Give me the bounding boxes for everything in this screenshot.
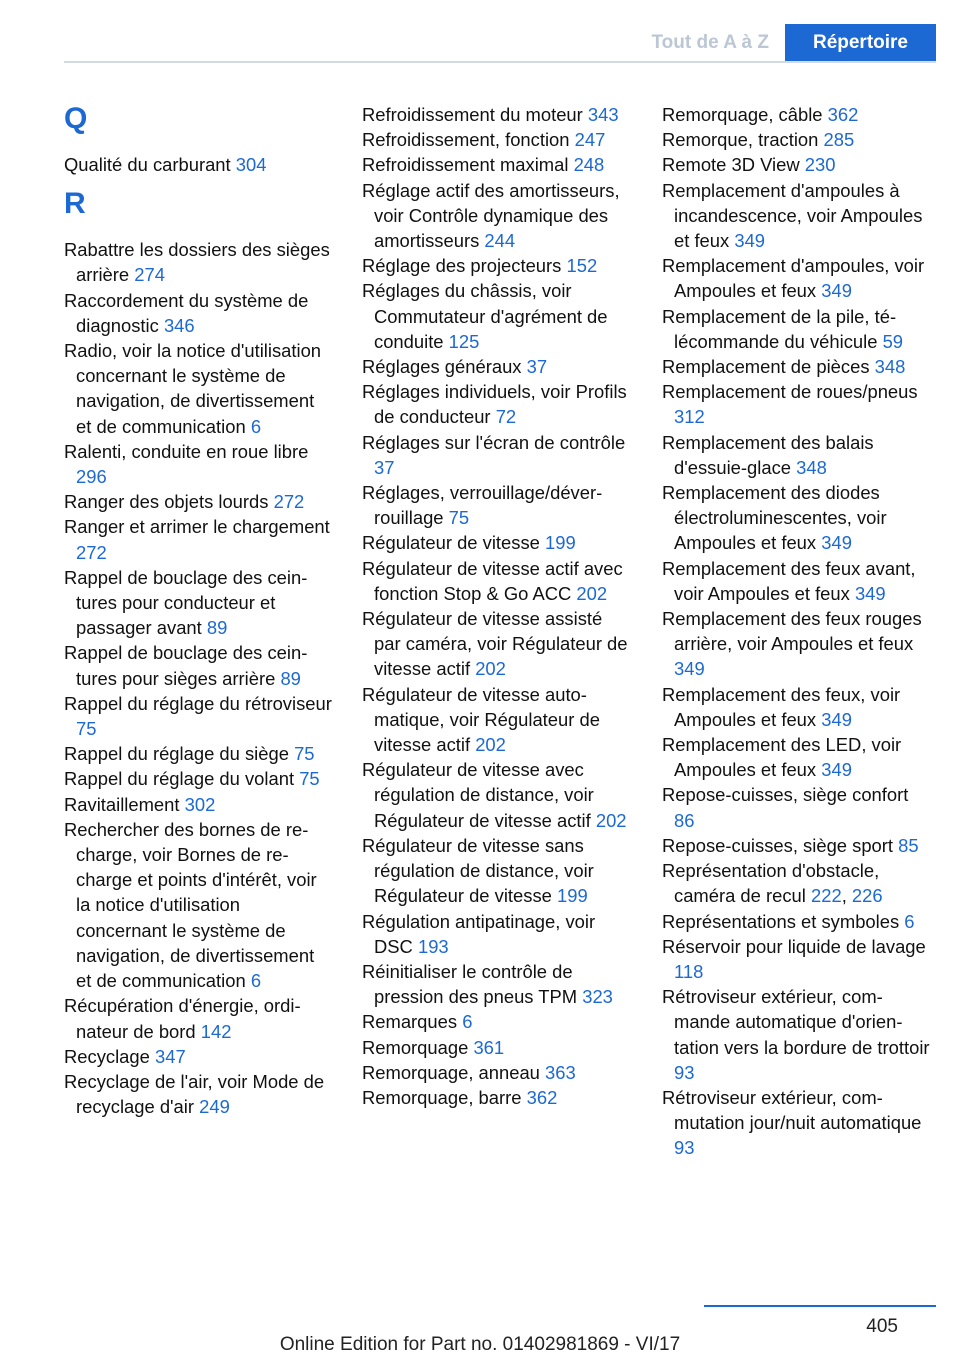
page-reference-link[interactable]: 312 [674,406,705,428]
edition-footer: Online Edition for Part no. 01402981869 - VI/17 [279,1334,681,1355]
index-entry [64,1069,334,1119]
index-entry-text: Remorquage [362,1036,469,1058]
page-reference-link[interactable]: 202 [595,809,627,831]
index-entry [362,1035,632,1060]
index-entry [662,102,932,127]
index-entry-text: Ravitaillement [64,793,180,815]
index-entry-text: Réglages sur l'écran de contrôle [362,431,626,453]
index-entry-text: Radio, voir la notice d'utilisation concernant le système de navigation, de divertissement et de communication [64,340,322,437]
page-reference-link[interactable]: 75 [76,718,97,740]
index-entry-text: Réglages individuels, voir Profils de conducteur [362,381,627,428]
index-entry-text: Régulateur de vitesse automatique, voir Régulateur de vitesse actif [362,683,600,756]
page-reference-link[interactable]: 37 [526,356,548,378]
page-reference-link[interactable]: 274 [134,264,165,286]
tab-tout-de-a-a-z[interactable]: Tout de A à Z [635,24,785,62]
index-entry-text: Remorquage, anneau [362,1061,540,1083]
index-entry [662,480,932,556]
index-entry [362,430,632,480]
index-entry [662,304,932,354]
page-reference-link[interactable]: 193 [417,935,449,957]
index-entry [64,514,334,564]
page-reference-link[interactable]: 323 [582,986,613,1008]
page-reference-link[interactable]: 285 [823,129,855,151]
index-entry-text: Régulation antipatinage, voir DSC [362,910,596,957]
index-entry [662,833,932,858]
index-entry-text: Réinitialiser le contrôle de pression des pneus TPM [362,960,578,1008]
page-reference-link[interactable]: 348 [796,456,827,478]
page-reference-link[interactable]: 37 [374,456,395,478]
index-entry-text: Rappel de bouclage des ceintures pour sièges arrière [64,642,308,689]
index-entry-text: Régulateur de vitesse avec régulation de distance, voir Régulateur de vitesse actif [362,759,594,831]
index-entry-text: Remplacement des balais d'essuie-glace [662,431,874,478]
page-reference-link[interactable]: 272 [76,541,107,563]
index-entry [64,152,334,177]
index-entry [64,691,334,741]
page-reference-link[interactable]: 202 [475,734,506,756]
index-entry-text: Remarques [362,1011,458,1033]
page-reference-link[interactable]: 296 [76,466,107,488]
index-entry-text: Remorquage, câble [662,104,823,125]
index-column-1 [64,102,334,1119]
index-entry-text: Refroidissement, fonction [362,129,570,151]
page-reference-link[interactable]: 142 [200,1020,232,1042]
page-reference-link[interactable]: 199 [557,885,588,907]
index-entry [362,480,632,530]
page-reference-link[interactable]: 346 [163,314,195,336]
page-reference-link[interactable]: 72 [495,406,517,428]
section-letter: Q [64,102,88,135]
section-letter: R [64,187,86,221]
index-entry-text: Remplacement des feux, voir Ampoules et feux [662,683,901,730]
page-reference-link[interactable]: 248 [573,154,605,176]
index-entry [662,253,932,303]
index-entry [662,732,932,782]
index-entry-text: Rétroviseur extérieur, commutation jour/nuit automatique [662,1086,922,1134]
index-entry [362,556,632,606]
page-reference-link[interactable]: 6 [250,970,262,992]
index-entry-text: Refroidissement maximal [362,154,569,176]
index-entry-text: Remplacement d'ampoules à incandescence, voir Ampoules et feux [662,179,923,252]
index-entry-text: Représentations et symboles [662,910,900,932]
index-entry-text: Remplacement de roues/pneus [662,381,918,403]
index-entry-text: Remplacement des feux avant, voir Ampoules et feux [662,557,916,604]
page-reference-link[interactable]: 349 [674,658,705,680]
page-reference-link[interactable]: 199 [545,532,576,554]
page-reference-link[interactable]: 75 [448,507,470,529]
index-entry [362,757,632,833]
page-reference-link[interactable]: 226 [851,885,883,907]
page-reference-link[interactable]: 363 [545,1061,576,1083]
page-reference-link[interactable]: 349 [821,759,852,781]
index-entry [662,682,932,732]
index-entry-text: Remplacement des feux rouges arrière, voir Ampoules et feux [662,608,922,655]
page-reference-link[interactable]: 202 [576,582,608,604]
tab-repertoire[interactable]: Répertoire [785,24,936,62]
index-entry [64,792,334,817]
index-entry-text: Remplacement des LED, voir Ampoules et feux [662,734,902,781]
header-divider [64,61,936,63]
page-reference-link[interactable]: 118 [674,960,704,982]
page-reference-link[interactable]: 6 [904,910,915,932]
page-reference-link[interactable]: 362 [827,104,859,125]
index-entry-text: Recyclage [64,1045,150,1067]
index-entry: Représentation d'obstacle, caméra de recul 222, 226 [662,860,883,907]
index-entry [362,178,632,254]
index-entry [662,556,932,606]
index-entry-text: Raccordement du système de diagnostic [64,289,309,336]
index-entry [362,379,632,429]
index-entry-text: Réglage actif des amortisseurs, voir Contrôle dynamique des amortisseurs [362,179,620,252]
index-entry-text: Réglages, verrouillage/déverrouillage [362,482,603,529]
page-reference-link[interactable]: 93 [674,1137,695,1159]
index-entry [362,102,632,127]
index-entry [362,354,632,379]
index-entry-text: Ralenti, conduite en roue libre [64,440,309,462]
index-entry [662,430,932,480]
index-entry [662,782,932,832]
page-reference-link[interactable]: 86 [674,809,695,831]
page-reference-link[interactable]: 75 [299,768,320,790]
page-reference-link[interactable]: 343 [587,104,619,125]
page-reference-link[interactable]: 244 [484,230,516,252]
index-entry-text: Régulateur de vitesse actif avec fonction Stop & Go ACC [362,557,623,604]
index-entry-text: Remplacement des diodes électroluminescentes, voir Ampoules et feux [662,482,887,554]
page-reference-link[interactable]: 347 [155,1045,186,1067]
index-entry [362,1009,632,1034]
index-entry-text: Réglages du châssis, voir Commutateur d'agrément de conduite [362,280,608,352]
index-entry [64,237,334,287]
index-entry [64,439,334,489]
index-entry [362,606,632,682]
index-entry [662,984,932,1085]
index-entry [64,766,334,791]
index-entry [662,127,932,152]
index-entry [362,1060,632,1085]
index-entry [362,1085,632,1110]
index-entry [662,606,932,682]
index-entry [64,640,334,690]
header-tabs [635,24,936,62]
page-reference-link[interactable]: 349 [821,532,852,554]
index-entry [362,127,632,152]
page-reference-link[interactable]: 349 [734,230,766,252]
index-entry-text: Régulateur de vitesse [362,532,540,554]
index-entry-text: Réservoir pour liquide de lavage [662,935,926,957]
page-reference-link[interactable]: 89 [280,667,301,689]
index-entry-text: Remorque, traction [662,129,819,151]
page-reference-link[interactable]: 222 [811,885,842,907]
index-entry-text: Réglages généraux [362,356,522,378]
index-entry [64,288,334,338]
page-reference-link[interactable]: 59 [882,330,904,352]
page-reference-link[interactable]: 230 [804,154,836,176]
index-entry-text: Rechercher des bornes de recharge, voir Bornes de recharge et points d'intérêt, voir la notice d'utilisation concernant le système de navigation, de divertissement et de communication [64,818,317,992]
index-entry-text: Rappel du réglage du rétroviseur [64,692,332,714]
index-entry-text: Récupération d'énergie, ordinateur de bord [64,995,301,1042]
index-entry [362,253,632,278]
index-entry-text: Remorquage, barre [362,1086,522,1108]
page-reference-link[interactable]: 247 [574,129,606,151]
index-column-2 [362,102,632,1110]
index-entry [64,1044,334,1069]
index-entry-text: Remplacement de la pile, télécommande du véhicule [662,305,897,352]
index-entry [362,530,632,555]
index-entry-text: Remote 3D View [662,154,800,176]
index-entry [662,1085,932,1161]
page-reference-link[interactable]: 125 [448,330,480,352]
index-entry [64,817,334,993]
page-reference-link[interactable]: 361 [473,1036,505,1058]
index-entry-text: Refroidissement du moteur [362,104,583,125]
index-entry-text: Rabattre les dossiers des sièges arrière [64,239,330,286]
page-reference-link[interactable]: 349 [854,582,886,604]
index-entry-text: Représentation d'obstacle, caméra de recul [662,860,880,907]
footer-rule [704,1305,936,1307]
index-entry-text: Régulateur de vitesse sans régulation de distance, voir Régulateur de vitesse [362,834,594,907]
index-column-3 [662,102,932,1161]
page-reference-link[interactable]: 302 [184,793,216,815]
index-entry [362,833,632,909]
page-reference-link[interactable]: 6 [250,415,262,437]
index-entry-text: Rétroviseur extérieur, commande automatique d'orientation vers la bordure de trottoir [662,986,930,1058]
page-reference-link[interactable]: 6 [462,1011,473,1033]
index-entry-text: Rappel de bouclage des ceintures pour conducteur et passager avant [64,566,308,639]
page-reference-link[interactable]: 362 [526,1086,558,1108]
page-reference-link[interactable]: 349 [821,708,852,730]
index-entry-text: Régulateur de vitesse assisté par caméra, voir Régulateur de vitesse actif [362,608,628,680]
index-entry-text: Ranger et arrimer le chargement [64,516,330,538]
page-number: 405 [866,1316,898,1337]
page-reference-link[interactable]: 349 [821,280,852,302]
index-entry [662,178,932,254]
index-entry-text: Rappel du réglage du siège [64,743,289,765]
index-entry-text: Repose-cuisses, siège sport [662,834,894,856]
page-reference-link[interactable]: 85 [898,834,919,856]
index-entry [362,152,632,177]
page-reference-link[interactable]: 272 [273,491,305,513]
page-reference-link[interactable]: 249 [199,1096,230,1118]
index-entry [362,682,632,758]
index-entry [64,338,334,439]
index-entry [64,993,334,1043]
index-entry-text: Réglage des projecteurs [362,255,562,277]
page-reference-link[interactable]: 89 [206,617,228,639]
index-entry-text: Remplacement d'ampoules, voir Ampoules et feux [662,255,925,302]
index-entry-text: Repose-cuisses, siège confort [662,784,909,806]
page-reference-link[interactable]: 304 [235,154,267,175]
index-entry [362,278,632,354]
index-entry-text: Remplacement de pièces [662,356,870,378]
page-reference-link[interactable]: 202 [475,658,506,680]
page-reference-link[interactable]: 152 [566,255,598,277]
index-entry-text: Ranger des objets lourds [64,491,269,513]
index-entry-text: Recyclage de l'air, voir Mode de recyclage d'air [64,1070,325,1118]
index-entry [64,489,334,514]
index-entry [662,152,932,177]
page-reference-link[interactable]: 75 [294,743,315,765]
index-entry [662,934,932,984]
index-entry-text: Rappel du réglage du volant [64,768,295,790]
index-entry [64,741,334,766]
index-entry [362,909,632,959]
index-entry [662,909,932,934]
index-entry [362,959,632,1009]
index-entry-text: Qualité du carburant [64,154,231,175]
page-reference-link[interactable]: 93 [674,1061,695,1083]
page-reference-link[interactable]: 348 [874,356,906,378]
index-entry [64,565,334,641]
index-entry [662,354,932,379]
index-entry [662,379,932,429]
